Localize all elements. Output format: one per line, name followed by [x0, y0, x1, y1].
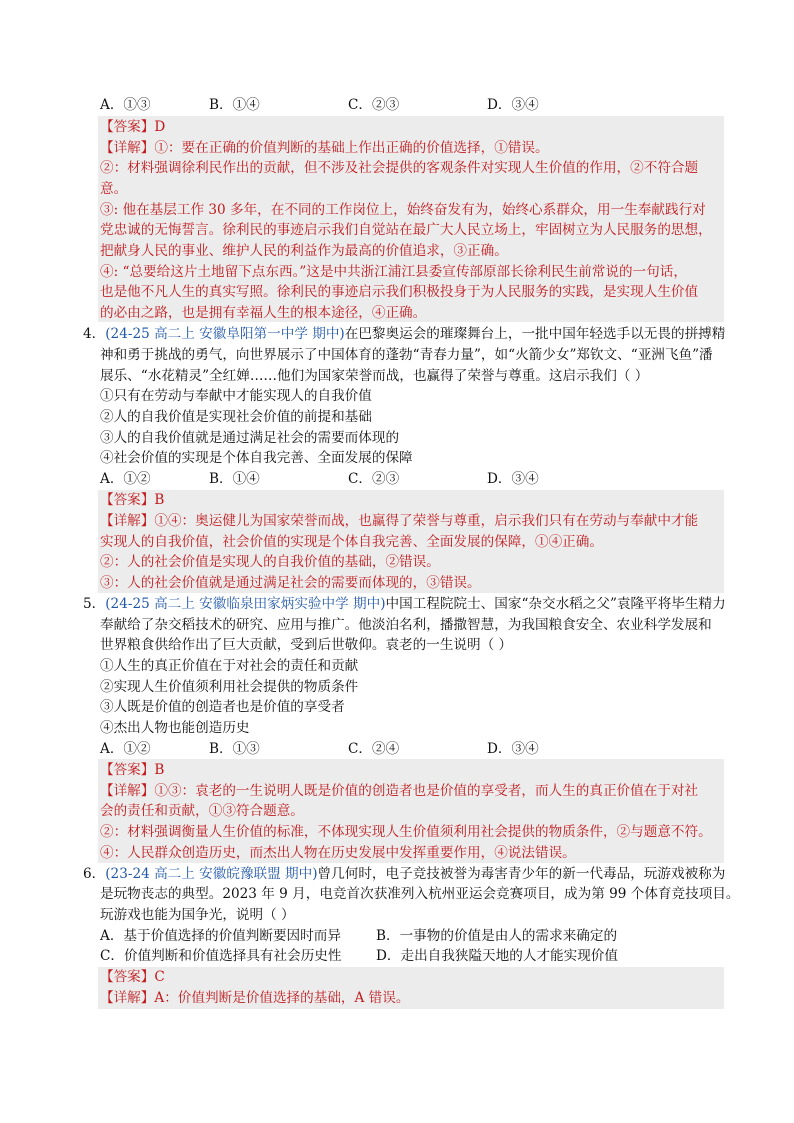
- detail-text: ①：要在正确的价值判断的基础上作出正确的价值选择，①错误。: [154, 140, 549, 156]
- q5-detail-line: ②：材料强调衡量人生价值的标准，不体现实现人生价值须利用社会提供的物质条件，②与题意不符。: [100, 824, 712, 840]
- q6-option-c: C．价值判断和价值选择具有社会历史性: [100, 948, 342, 964]
- q5-stem-line: 世界粮食供给作出了巨大贡献，受到后世敬仰。袁老的一生说明（ ）: [100, 637, 513, 653]
- q5-stem-line: 奉献给了杂交稻技术的研究、应用与推广。他淡泊名利，播撒智慧，为我国粮食安全、农业科学发展和: [100, 617, 712, 633]
- detail-label: 【详解】: [100, 140, 155, 156]
- stem-text: 中国工程院院士、国家“杂交水稻之父”袁隆平将毕生精力: [385, 596, 726, 612]
- q4-stem-line: [83, 324, 725, 344]
- q6-option-a: A．基于价值选择的价值判断要因时而异: [100, 928, 341, 944]
- answer-label: 【答案】: [100, 492, 155, 508]
- q6-detail-line: [100, 988, 409, 1008]
- q3-option-c: C．②③: [348, 97, 400, 113]
- q4-option-c: C．②③: [348, 471, 400, 487]
- question-number: 5．: [83, 596, 106, 612]
- q3-detail-line: [100, 138, 549, 158]
- q3-detail-line: 也是他不凡人生的真实写照。徐利民的事迹启示我们积极投身于为人民服务的实践，是实现人生价值: [100, 284, 699, 300]
- q4-detail-line: 实现人的自我价值，社会价值的实现是个体自我完善、全面发展的保障，①④正确。: [100, 534, 603, 550]
- q3-option-b: B．①④: [209, 97, 260, 113]
- q3-option-d: D．③④: [487, 97, 539, 113]
- answer-value: C: [154, 969, 165, 985]
- answer-label: 【答案】: [100, 119, 155, 135]
- q3-detail-line: 意。: [100, 181, 128, 197]
- q6-stem-line: 是玩物丧志的典型。2023 年 9 月，电竞首次获准列入杭州亚运会竞赛项目，成为第 99 个体育竞技项目。: [100, 886, 740, 902]
- q5-option-a: A．①②: [100, 741, 151, 757]
- q3-detail-line: ③: 他在基层工作 30 多年，在不同的工作岗位上，始终奋发有为，始终心系群众，用一生奉献践行对: [100, 202, 706, 218]
- stem-text: 曾几何时，电子竞技被誉为毒害青少年的新一代毒品，玩游戏被称为: [317, 866, 726, 882]
- answer-value: D: [154, 119, 166, 135]
- q6-option-d: D．走出自我狭隘天地的人才能实现价值: [376, 948, 618, 964]
- q6-stem-line: 玩游戏也能为国争光，说明（ ）: [100, 907, 295, 923]
- q3-detail-line: 党忠诚的无悔誓言。徐利民的事迹启示我们自觉站在最广大人民立场上，牢固树立为人民服务的思想，: [100, 222, 712, 238]
- detail-text: ①③：袁老的一生说明人既是价值的创造者也是价值的享受者，而人生的真正价值在于对社: [154, 783, 699, 799]
- q4-option-a: A．①②: [100, 471, 151, 487]
- q5-stem-line: [83, 594, 726, 614]
- q4-detail-line: ③：人的社会价值就是通过满足社会的需要而体现的，③错误。: [100, 575, 481, 591]
- q4-statement: ④社会价值的实现是个体自我完善、全面发展的保障: [100, 450, 413, 466]
- q5-detail-line: ④：人民群众创造历史，而杰出人物在历史发展中发挥重要作用，④说法错误。: [100, 845, 576, 861]
- q3-detail-line: 的必由之路，也是拥有幸福人生的根本途径，④正确。: [100, 305, 427, 321]
- q3-answer: [100, 117, 165, 137]
- q3-option-a: A．①③: [100, 97, 151, 113]
- q4-stem-line: 展乐、“水花精灵”全红婵……他们为国家荣誉而战，也赢得了荣誉与尊重。这启示我们（ ）: [100, 368, 649, 384]
- q5-option-c: C．②④: [348, 741, 400, 757]
- q5-detail-line: 会的责任和贡献，①③符合题意。: [100, 803, 304, 819]
- q4-detail-line: ②：人的社会价值是实现人的自我价值的基础，②错误。: [100, 554, 440, 570]
- q4-statement: ③人的自我价值就是通过满足社会的需要而体现的: [100, 430, 400, 446]
- q3-detail-line: 把献身人民的事业、维护人民的利益作为最高的价值追求，③正确。: [100, 243, 508, 259]
- detail-label: 【详解】: [100, 783, 155, 799]
- q3-detail-line: ④: “总要给这片土地留下点东西。”这是中共浙江浦江县委宣传部原部长徐利民生前常说的一句话，: [100, 264, 687, 280]
- q4-option-d: D．③④: [487, 471, 539, 487]
- question-number: 4．: [83, 326, 106, 342]
- q5-answer: [100, 760, 164, 780]
- q6-answer: [100, 967, 165, 987]
- q6-option-b: B．一事物的价值是由人的需求来确定的: [376, 928, 618, 944]
- q4-statement: ①只有在劳动与奉献中才能实现人的自我价值: [100, 388, 372, 404]
- q4-detail-line: [100, 511, 698, 531]
- q5-option-d: D．③④: [487, 741, 539, 757]
- q3-detail-line: ②：材料强调徐利民作出的贡献，但不涉及社会提供的客观条件对实现人生价值的作用，②不符合题: [100, 160, 699, 176]
- q4-stem-line: 神和勇于挑战的勇气，向世界展示了中国体育的蓬勃“青春力量”，如“火箭少女”郑钦文、“亚洲飞鱼”潘: [100, 347, 713, 363]
- q5-statement: ④杰出人物也能创造历史: [100, 720, 250, 736]
- answer-value: B: [154, 762, 165, 778]
- detail-text: A：价值判断是价值选择的基础，A 错误。: [154, 990, 410, 1006]
- q5-option-b: B．①③: [209, 741, 260, 757]
- q4-statement: ②人的自我价值是实现社会价值的前提和基础: [100, 409, 372, 425]
- detail-label: 【详解】: [100, 990, 155, 1006]
- detail-text: ①④：奥运健儿为国家荣誉而战，也赢得了荣誉与尊重，启示我们只有在劳动与奉献中才能: [154, 513, 699, 529]
- q6-stem-line: [83, 864, 725, 884]
- question-source: (24-25 高二上 安徽临泉田家炳实验中学 期中): [105, 596, 386, 612]
- q4-option-b: B．①④: [209, 471, 260, 487]
- detail-label: 【详解】: [100, 513, 155, 529]
- question-number: 6．: [83, 866, 106, 882]
- answer-label: 【答案】: [100, 969, 155, 985]
- q4-answer: [100, 490, 164, 510]
- answer-value: B: [154, 492, 165, 508]
- question-source: (23-24 高二上 安徽皖豫联盟 期中): [105, 866, 318, 882]
- question-source: (24-25 高二上 安徽阜阳第一中学 期中): [105, 326, 345, 342]
- q5-statement: ②实现人生价值须利用社会提供的物质条件: [100, 679, 359, 695]
- answer-label: 【答案】: [100, 762, 155, 778]
- q5-detail-line: [100, 781, 698, 801]
- stem-text: 在巴黎奥运会的璀璨舞台上，一批中国年轻选手以无畏的拼搏精: [344, 326, 726, 342]
- q5-statement: ①人生的真正价值在于对社会的责任和贡献: [100, 658, 359, 674]
- q5-statement: ③人既是价值的创造者也是价值的享受者: [100, 699, 345, 715]
